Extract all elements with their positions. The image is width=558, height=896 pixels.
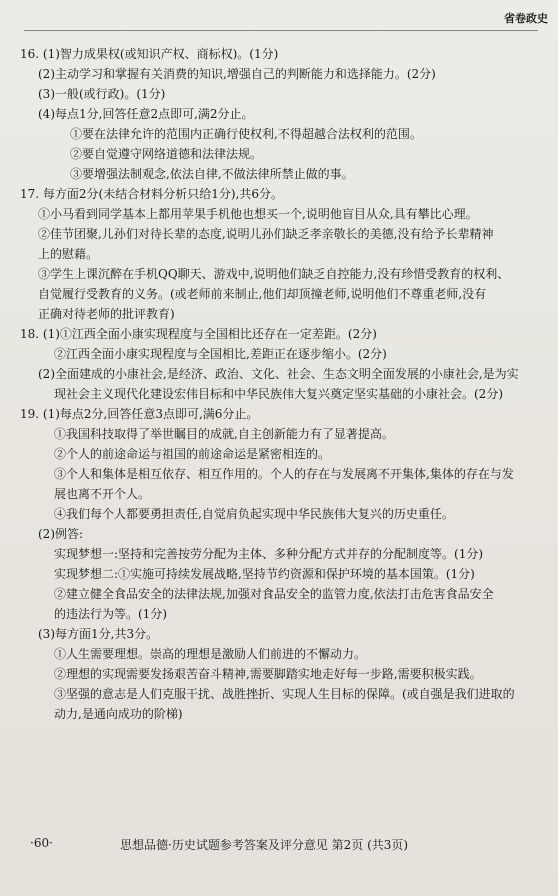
answer-line: (3)每方面1分,共3分。 (38, 627, 159, 641)
header-tag: 省卷政史 (504, 12, 548, 25)
answer-line: (4)每点1分,回答任意2点即可,满2分止。 (38, 107, 254, 121)
answer-line: ①要在法律允许的范围内正确行使权利,不得超越合法权利的范围。 (70, 127, 422, 141)
answer-line: ④我们每个人都要勇担责任,自觉肩负起实现中华民族伟大复兴的历史重任。 (54, 507, 454, 521)
footer-title: 思想品德·历史试题参考答案及评分意见 第2页 (共3页) (120, 838, 409, 852)
answer-line: ③学生上课沉醉在手机QQ聊天、游戏中,说明他们缺乏自控能力,没有珍惜受教育的权利、 (38, 267, 510, 281)
answer-line: 17. 每方面2分(未结合材料分析只给1分),共6分。 (20, 187, 283, 201)
answer-line: ③要增强法制观念,依法自律,不做法律所禁止做的事。 (70, 167, 354, 181)
answer-line: 18. (1)①江西全面小康实现程度与全国相比还存在一定差距。(2分) (20, 327, 377, 341)
answer-line: ③个人和集体是相互依存、相互作用的。个人的存在与发展离不开集体,集体的存在与发 (54, 467, 514, 481)
answer-line: ①小马看到同学基本上都用苹果手机他也想买一个,说明他盲目从众,具有攀比心理。 (38, 207, 478, 221)
answer-line: 16. (1)智力成果权(或知识产权、商标权)。(1分) (20, 47, 279, 61)
answer-line: 自觉履行受教育的义务。(或老师前来制止,他们却顶撞老师,说明他们不尊重老师,没有 (38, 287, 487, 301)
answer-line: ②佳节团聚,儿孙们对待长辈的态度,说明儿孙们缺乏孝亲敬长的美德,没有给予长辈精神 (38, 227, 494, 241)
answer-line: 实现梦想一:坚持和完善按劳分配为主体、多种分配方式并存的分配制度等。(1分) (54, 547, 484, 561)
answer-line: ③坚强的意志是人们克服干扰、战胜挫折、实现人生目标的保障。(或自强是我们进取的 (54, 687, 515, 701)
answer-line: 展也离不开个人。 (54, 487, 151, 501)
answer-line: 动力,是通向成功的阶梯) (54, 707, 183, 721)
answer-line: (2)全面建成的小康社会,是经济、政治、文化、社会、生态文明全面发展的小康社会,是为实 (38, 367, 519, 381)
answer-line: 实现梦想二:①实施可持续发展战略,坚持节约资源和保护环境的基本国策。(1分) (54, 567, 475, 581)
answer-line: 的违法行为等。(1分) (54, 607, 167, 621)
answer-line: 19. (1)每点2分,回答任意3点即可,满6分止。 (20, 407, 259, 421)
answer-line: ①人生需要理想。崇高的理想是激励人们前进的不懈动力。 (54, 647, 367, 661)
answer-line: (2)例答: (38, 527, 84, 541)
answer-line: ②理想的实现需要发扬艰苦奋斗精神,需要脚踏实地走好每一步路,需要积极实践。 (54, 667, 482, 681)
answer-line: ②要自觉遵守网络道德和法律法规。 (70, 147, 263, 161)
answer-line: (2)主动学习和掌握有关消费的知识,增强自己的判断能力和选择能力。(2分) (38, 67, 436, 81)
answer-line: (3)一般(或行政)。(1分) (38, 87, 166, 101)
answer-line: ②个人的前途命运与祖国的前途命运是紧密相连的。 (54, 447, 331, 461)
answer-line: 正确对待老师的批评教育) (38, 307, 175, 321)
answer-line: ②江西全面小康实现程度与全国相比,差距正在逐步缩小。(2分) (54, 347, 387, 361)
page-number: ·60· (30, 836, 53, 850)
answer-content (20, 44, 540, 724)
answer-line: 上的慰藉。 (38, 247, 99, 261)
answer-line: 现社会主义现代化建设宏伟目标和中华民族伟大复兴奠定坚实基础的小康社会。(2分) (54, 387, 504, 401)
answer-line: ①我国科技取得了举世瞩目的成就,自主创新能力有了显著提高。 (54, 427, 394, 441)
answer-line: ②建立健全食品安全的法律法规,加强对食品安全的监管力度,依法打击危害食品安全 (54, 587, 494, 601)
header-rule (24, 30, 538, 31)
